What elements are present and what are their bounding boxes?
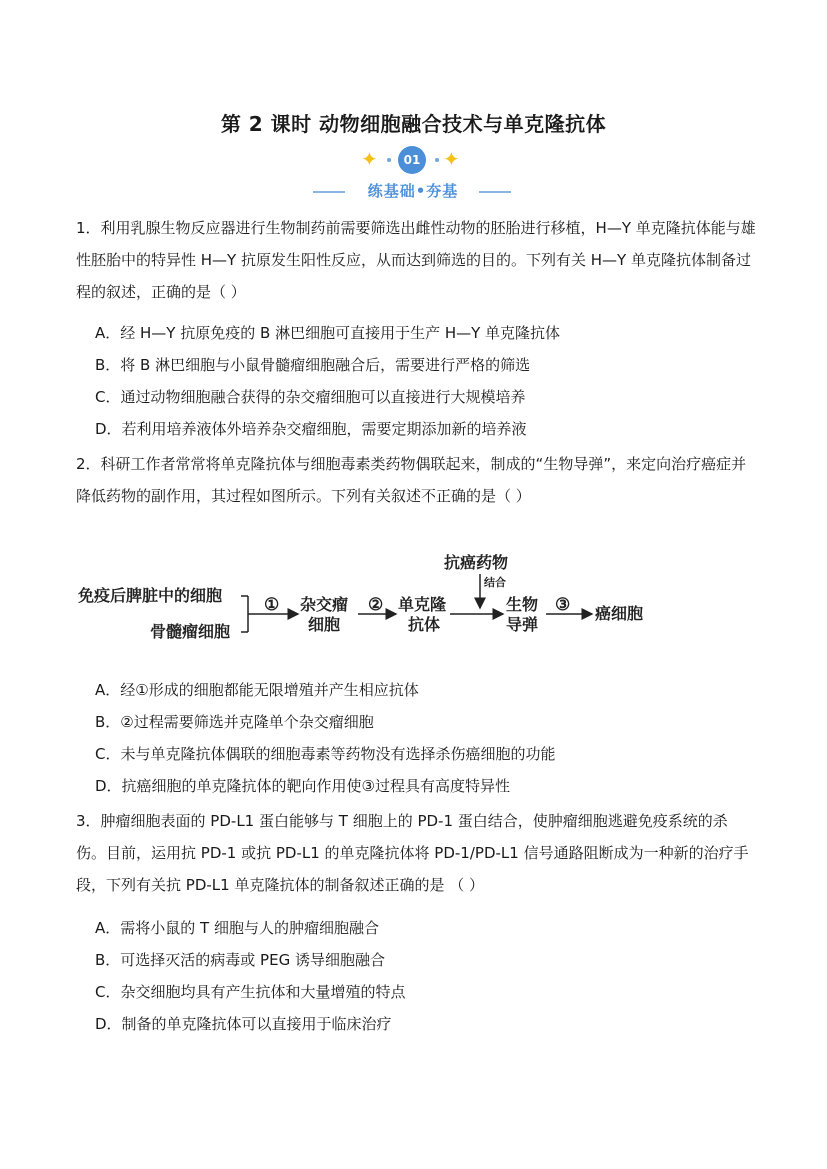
anticancer-drug-label: 抗癌药物 — [444, 553, 509, 572]
question-3-option-b[interactable]: B．可选择灭活的病毒或 PEG 诱导细胞融合 — [95, 951, 385, 969]
flow-diagram-svg — [78, 548, 658, 640]
star-icon: ✦ — [443, 147, 460, 171]
section-badge — [343, 146, 483, 206]
divider — [479, 191, 511, 193]
question-2-option-d[interactable]: D．抗癌细胞的单克隆抗体的靶向作用使③过程具有高度特异性 — [95, 777, 511, 795]
input-spleen-cells: 免疫后脾脏中的细胞 — [78, 586, 223, 605]
missile-label-2: 导弹 — [506, 615, 539, 634]
question-2-stem: 2．科研工作者常常将单克隆抗体与细胞毒素类药物偶联起来，制成的“生物导弹”，来定向治疗癌症并降低药物的副作用，其过程如图所示。下列有关叙述不正确的是（ ） — [76, 455, 747, 505]
dot-decoration — [435, 158, 439, 162]
star-icon: ✦ — [361, 147, 378, 171]
step-3-label: ③ — [555, 595, 571, 615]
input-myeloma-cells: 骨髓瘤细胞 — [150, 622, 231, 640]
step-2-label: ② — [368, 595, 384, 615]
mab-label-2: 抗体 — [408, 615, 441, 634]
step-1-label: ① — [264, 595, 280, 615]
dot-decoration — [387, 158, 391, 162]
question-3-option-d[interactable]: D．制备的单克隆抗体可以直接用于临床治疗 — [95, 1015, 392, 1033]
question-3-stem: 3．肿瘤细胞表面的 PD-L1 蛋白能够与 T 细胞上的 PD-1 蛋白结合，使肿瘤细胞逃避免疫系统的杀伤。目前，运用抗 PD-1 或抗 PD-L1 的单克隆抗体将 PD-1/PD-L1 信号通路阻断成为一种新的治疗手段，下列有关抗 PD-L1 单克隆抗体的制备叙述正确的是 （ ） — [76, 812, 749, 894]
hybridoma-label-2: 细胞 — [308, 615, 341, 634]
bind-label: 结合 — [484, 576, 506, 589]
question-3-option-c[interactable]: C．杂交细胞均具有产生抗体和大量增殖的特点 — [95, 983, 406, 1001]
question-1-option-a[interactable]: A．经 H—Y 抗原免疫的 B 淋巴细胞可直接用于生产 H—Y 单克隆抗体 — [95, 324, 561, 342]
question-2-option-a[interactable]: A．经①形成的细胞都能无限增殖并产生相应抗体 — [95, 681, 419, 699]
cancer-cell-label: 癌细胞 — [595, 604, 644, 623]
page-title: 第 2 课时 动物细胞融合技术与单克隆抗体 — [220, 112, 607, 136]
process-diagram — [78, 548, 658, 640]
mab-label-1: 单克隆 — [398, 595, 447, 614]
question-2-option-b[interactable]: B．②过程需要筛选并克隆单个杂交瘤细胞 — [95, 713, 374, 731]
question-1-option-c[interactable]: C．通过动物细胞融合获得的杂交瘤细胞可以直接进行大规模培养 — [95, 388, 526, 406]
section-caption: 练基础•夯基 — [367, 182, 459, 200]
hybridoma-label-1: 杂交瘤 — [300, 595, 349, 614]
question-1-option-d[interactable]: D．若利用培养液体外培养杂交瘤细胞，需要定期添加新的培养液 — [95, 420, 527, 438]
question-3-option-a[interactable]: A．需将小鼠的 T 细胞与人的肿瘤细胞融合 — [95, 919, 379, 937]
question-2-option-c[interactable]: C．未与单克隆抗体偶联的细胞毒素等药物没有选择杀伤癌细胞的功能 — [95, 745, 556, 763]
divider — [313, 191, 345, 193]
question-1-stem: 1．利用乳腺生物反应器进行生物制药前需要筛选出雌性动物的胚胎进行移植，H—Y 单克隆抗体能与雄性胚胎中的特异性 H—Y 抗原发生阳性反应，从而达到筛选的目的。下列有关 H—Y 单克隆抗体制备过程的叙述，正确的是（ ） — [76, 219, 756, 301]
question-1-option-b[interactable]: B．将 B 淋巴细胞与小鼠骨髓瘤细胞融合后，需要进行严格的筛选 — [95, 356, 531, 374]
missile-label-1: 生物 — [506, 595, 539, 614]
section-number: 01 — [398, 146, 426, 174]
